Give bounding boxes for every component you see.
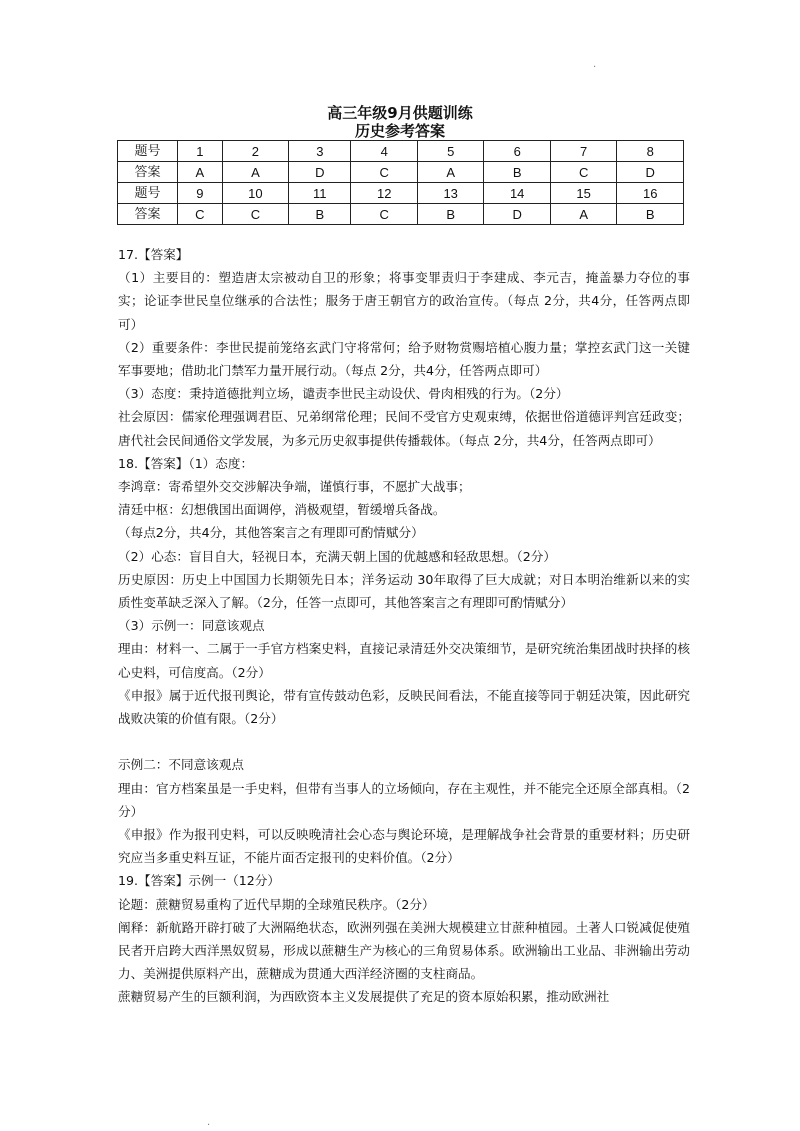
answer-table-row: [118, 183, 684, 204]
table-cell: 12: [351, 183, 417, 204]
table-cell: C: [550, 162, 616, 183]
table-cell: C: [178, 204, 223, 225]
scan-mark: ·: [207, 1120, 211, 1131]
table-cell: 1: [178, 141, 223, 162]
table-cell: 6: [484, 141, 550, 162]
table-cell: 10: [222, 183, 288, 204]
table-cell: 4: [351, 141, 417, 162]
answer-paragraph: 17.【答案】: [118, 247, 189, 262]
answer-paragraph: 19.【答案】示例一（12分）: [118, 873, 280, 889]
table-cell: D: [289, 162, 351, 183]
table-cell: C: [222, 204, 288, 225]
answer-paragraph: （2）心态：盲目自大，轻视日本，充满天朝上国的优越感和轻敌思想。（2分）: [118, 548, 556, 564]
answer-paragraph: 历史原因：历史上中国国力长期领先日本；洋务运动 30年取得了巨大成就；对日本明治维新以来的实质性变革缺乏深入了解。（2分，任答一点即可，其他答案言之有理即可酌情赋分）: [118, 571, 690, 611]
document-subtitle: 历史参考答案: [354, 122, 445, 140]
answer-paragraph: 论题：蔗糖贸易重构了近代早期的全球殖民秩序。（2分）: [118, 896, 435, 912]
document-title: 高三年级9月供题训练: [327, 104, 473, 122]
table-cell: 8: [617, 141, 684, 162]
table-cell: 7: [550, 141, 616, 162]
answer-paragraph: 示例二：不同意该观点: [118, 757, 244, 773]
answer-table-row: [118, 141, 684, 162]
answer-paragraph: 《申报》作为报刊史料，可以反映晚清社会心态与舆论环境，是理解战争社会背景的重要材料；历史研究应当多重史料互证，不能片面否定报刊的史料价值。（2分）: [118, 827, 690, 866]
table-cell: A: [417, 162, 483, 183]
table-cell: D: [617, 162, 684, 183]
row-label: 题号: [118, 183, 178, 204]
table-cell: A: [222, 162, 288, 183]
answer-paragraph: （2）重要条件：李世民提前笼络玄武门守将常何；给予财物赏赐培植心腹力量；掌控玄武门这一关键军事要地；借助北门禁军力量开展行动。（每点 2分，共4分，任答两点即可）: [118, 339, 690, 379]
table-cell: 3: [289, 141, 351, 162]
table-cell: 15: [550, 183, 616, 204]
answer-paragraph: 社会原因：儒家伦理强调君臣、兄弟纲常伦理；民间不受官方史观束缚，依据世俗道德评判宫廷政变；唐代社会民间通俗文学发展，为多元历史叙事提供传播载体。（每点 2分，共4分，任答两点即可）: [118, 409, 690, 448]
table-cell: 9: [178, 183, 223, 204]
answer-table-row: [118, 204, 684, 225]
answer-paragraph: [118, 730, 690, 753]
answer-body: [118, 243, 690, 1009]
table-cell: 13: [417, 183, 483, 204]
table-cell: 5: [417, 141, 483, 162]
answer-paragraph: （1）主要目的：塑造唐太宗被动自卫的形象；将事变罪责归于李建成、李元吉，掩盖暴力夺位的事实；论证李世民皇位继承的合法性；服务于唐王朝官方的政治宣传。（每点 2分，共4分，任答两点即可）: [118, 270, 690, 332]
answer-paragraph: （每点2分，共4分，其他答案言之有理即可酌情赋分）: [118, 525, 424, 541]
answer-paragraph: 理由：材料一、二属于一手官方档案史料，直接记录清廷外交决策细节，是研究统治集团战时抉择的核心史料，可信度高。（2分）: [118, 641, 690, 680]
table-cell: B: [617, 204, 684, 225]
answer-table-row: [118, 162, 684, 183]
table-cell: C: [351, 204, 417, 225]
table-cell: A: [550, 204, 616, 225]
table-cell: 2: [222, 141, 288, 162]
table-cell: C: [351, 162, 417, 183]
table-cell: B: [484, 162, 550, 183]
table-cell: 14: [484, 183, 550, 204]
table-cell: 11: [289, 183, 351, 204]
answer-paragraph: 18.【答案】（1）态度：: [118, 455, 254, 471]
row-label: 题号: [118, 141, 178, 162]
answer-paragraph: 理由：官方档案虽是一手史料，但带有当事人的立场倾向，存在主观性，并不能完全还原全部真相。（2分）: [118, 780, 690, 819]
scan-mark: ·: [593, 62, 597, 73]
answer-table: [117, 140, 684, 225]
answer-paragraph: （3）示例一：同意该观点: [118, 618, 265, 634]
answer-paragraph: 《申报》属于近代报刊舆论，带有宣传鼓动色彩，反映民间看法，不能直接等同于朝廷决策，因此研究战败决策的价值有限。（2分）: [118, 687, 690, 727]
table-cell: D: [484, 204, 550, 225]
answer-paragraph: 李鸿章：寄希望外交交涉解决争端，谨慎行事，不愿扩大战事；: [118, 479, 471, 495]
row-label: 答案: [118, 162, 178, 183]
table-cell: 16: [617, 183, 684, 204]
answer-paragraph: 阐释：新航路开辟打破了大洲隔绝状态，欧洲列强在美洲大规模建立甘蔗种植园。土著人口锐减促使殖民者开启跨大西洋黑奴贸易，形成以蔗糖生产为核心的三角贸易体系。欧洲输出工业品、非洲输出劳动力、美洲提供原料产出，蔗糖成为贯通大西洋经济圈的支柱商品。: [118, 919, 690, 982]
answer-paragraph: 蔗糖贸易产生的巨额利润，为西欧资本主义发展提供了充足的资本原始积累，推动欧洲社: [118, 989, 610, 1005]
answer-paragraph: 清廷中枢：幻想俄国出面调停，消极观望，暂缓增兵备战。: [118, 502, 446, 518]
row-label: 答案: [118, 204, 178, 225]
answer-paragraph: （3）态度：秉持道德批判立场，谴责李世民主动设伏、骨肉相残的行为。（2分）: [118, 386, 569, 402]
table-cell: B: [289, 204, 351, 225]
table-cell: B: [417, 204, 483, 225]
table-cell: A: [178, 162, 223, 183]
